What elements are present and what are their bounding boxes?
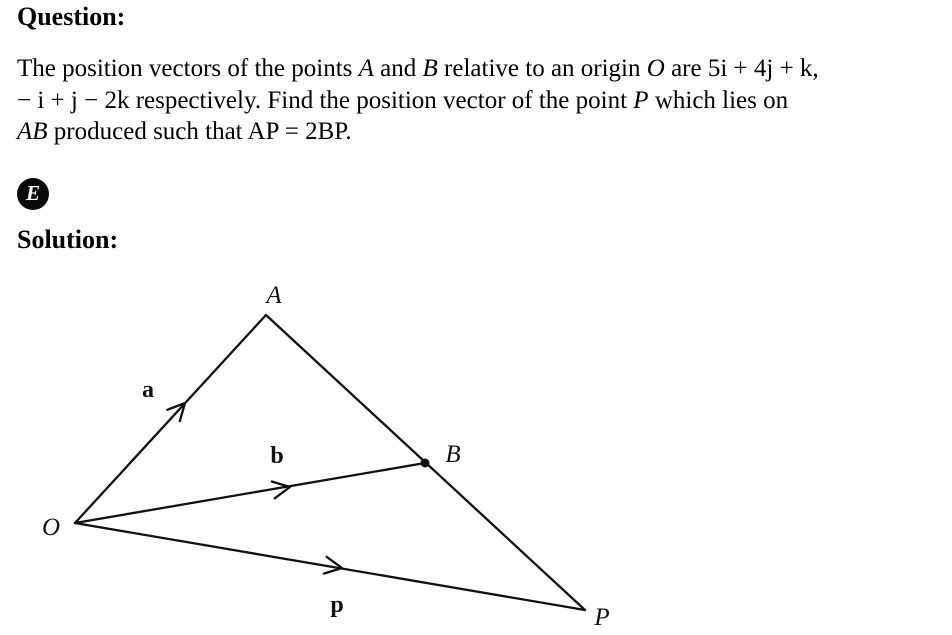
text-segment: are 5i + 4j + k,: [664, 55, 819, 82]
var-AB: AB: [17, 118, 48, 145]
text-segment: and: [373, 55, 423, 82]
text-segment: The position vectors of the points: [17, 55, 359, 82]
label-P: P: [594, 604, 610, 631]
text-segment: relative to an origin: [437, 55, 647, 82]
text-segment: produced such that AP = 2BP.: [47, 118, 352, 145]
line-OA: [75, 315, 266, 523]
text-segment: − i + j − 2k respectively. Find the position vector of the point: [17, 86, 634, 114]
label-B: B: [445, 441, 461, 468]
label-vector-b: b: [270, 443, 284, 469]
var-P: P: [633, 86, 649, 114]
var-A: A: [358, 55, 374, 82]
label-A: A: [266, 282, 282, 309]
var-B: B: [422, 55, 438, 82]
badge-letter: E: [25, 180, 40, 205]
label-vector-p: p: [330, 592, 344, 618]
solution-heading: Solution:: [17, 225, 119, 254]
line-OB: [75, 463, 425, 523]
var-O: O: [646, 55, 665, 82]
label-O: O: [41, 514, 61, 541]
point-B-dot: [421, 459, 430, 468]
label-vector-a: a: [142, 377, 154, 403]
question-heading: Question:: [17, 2, 126, 31]
text-segment: which lies on: [648, 86, 789, 114]
